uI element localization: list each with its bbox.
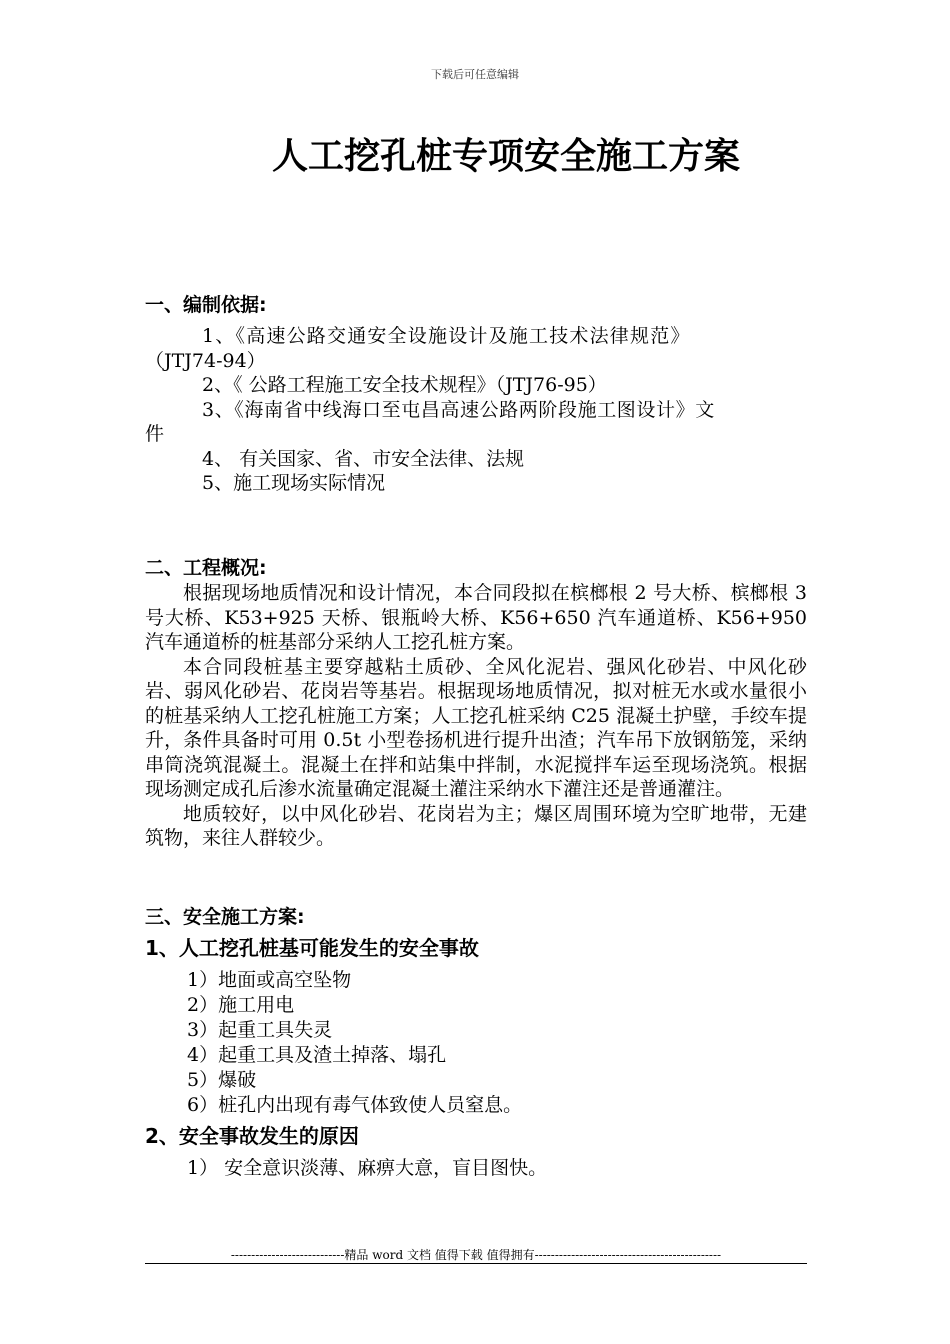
section-heading: 二、工程概况: — [145, 557, 267, 579]
header-note: 下载后可任意编辑 — [431, 68, 519, 81]
footer-note: ----------------------------精品 word 文档 值得下载 值得拥有---------------------------------------------- — [230, 1248, 722, 1262]
paragraph: 根据现场地质情况和设计情况，本合同段拟在槟榔根 2 号大桥、槟榔根 3 号大桥、K53+925 天桥、银瓶岭大桥、K56+650 汽车通道桥、K56+950 汽车通道桥的桩基部分采纳人工挖孔桩方案。 — [145, 582, 807, 653]
list-item: 2、《 公路工程施工安全技术规程》（JTJ76-95） — [202, 374, 607, 396]
section-basis — [145, 292, 807, 496]
list-item: 6）桩孔内出现有毒气体致使人员窒息。 — [187, 1094, 523, 1116]
section-heading: 一、编制依据: — [145, 294, 267, 316]
document-title: 人工挖孔桩专项安全施工方案 — [272, 136, 741, 177]
section-overview — [145, 555, 807, 851]
list-item: 3、《海南省中线海口至屯昌高速公路两阶段施工图设计》文 — [202, 398, 715, 421]
subsection-heading: 1、人工挖孔桩基可能发生的安全事故 — [145, 936, 479, 960]
list-item: 1）地面或高空坠物 — [187, 969, 352, 991]
section-safety-plan — [145, 904, 807, 1181]
list-item: 4、 有关国家、省、市安全法律、法规 — [202, 447, 525, 470]
list-item: 5、施工现场实际情况 — [202, 472, 386, 494]
list-item: 4）起重工具及渣土掉落、塌孔 — [187, 1044, 447, 1066]
list-item: （JTJ74-94） — [145, 349, 266, 372]
list-item: 1） 安全意识淡薄、麻痹大意，盲目图快。 — [187, 1157, 548, 1179]
footer-divider — [145, 1263, 807, 1264]
list-item: 2）施工用电 — [187, 994, 295, 1016]
list-item: 1、《高速公路交通安全设施设计及施工技术法律规范》 — [202, 325, 691, 347]
paragraph: 本合同段桩基主要穿越粘土质砂、全风化泥岩、强风化砂岩、中风化砂岩、弱风化砂岩、花岗岩等基岩。根据现场地质情况，拟对桩无水或水量很小的桩基采纳人工挖孔桩施工方案；人工挖孔桩采纳 C25 混凝土护壁，手绞车提升，条件具备时可用 0.5t 小型卷扬机进行提升出渣；汽车吊下放钢筋笼，采纳串筒浇筑混凝土。混凝土在拌和站集中拌制，水泥搅拌车运至现场浇筑。根据现场测定成孔后渗水流量确定混凝土灌注采纳水下灌注还是普通灌注。 — [145, 655, 807, 800]
paragraph: 地质较好，以中风化砂岩、花岗岩为主；爆区周围环境为空旷地带，无建筑物，来往人群较少。 — [145, 802, 807, 849]
list-item: 3）起重工具失灵 — [187, 1019, 333, 1041]
section-heading: 三、安全施工方案: — [145, 906, 305, 928]
list-item: 5）爆破 — [187, 1069, 257, 1091]
subsection-heading: 2、安全事故发生的原因 — [145, 1124, 359, 1148]
list-item: 件 — [145, 423, 165, 445]
